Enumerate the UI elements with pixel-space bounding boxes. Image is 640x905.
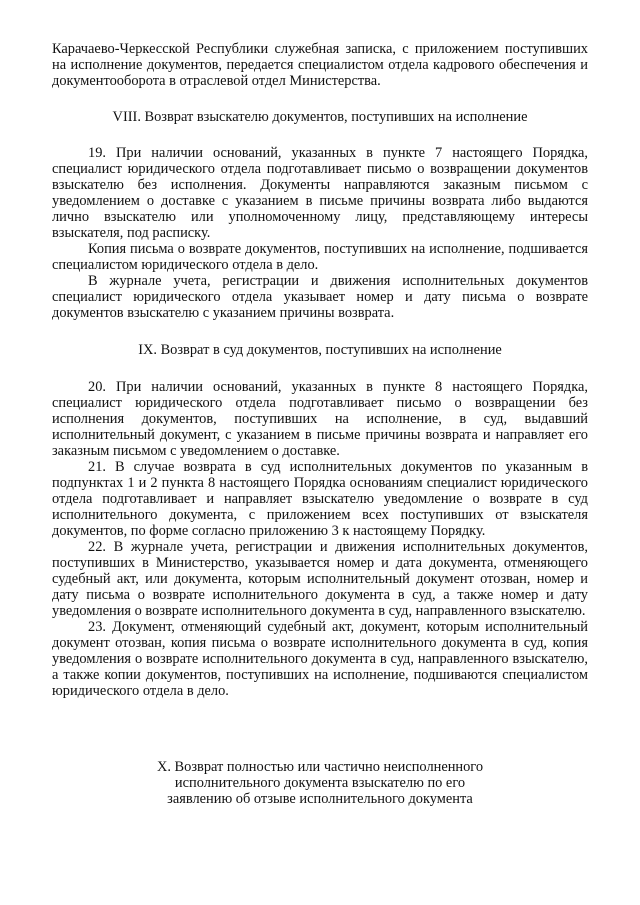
paragraph-22: 22. В журнале учета, регистрации и движения исполнительных документов, поступивших в Министерство, указывается номер и дата документа, отменяющего судебный акт, или документа, которым исполнительный документ отозван, номер и дату письма о возврате исполнительного документа в суд, а также номер и дату уведомления о возврате исполнительного документа в суд, направленного взыскателю. [52, 539, 588, 619]
section-10-heading [52, 759, 588, 807]
paragraph-journal-return: В журнале учета, регистрации и движения исполнительных документов специалист юридического отдела указывает номер и дату письма о возврате документов взыскателю с указанием причины возврата. [52, 273, 588, 321]
section-9-heading: IX. Возврат в суд документов, поступивших на исполнение [138, 342, 502, 358]
section-10-heading-line-3: заявлению об отзыве исполнительного документа [167, 791, 473, 807]
paragraph-copy-letter: Копия письма о возврате документов, поступивших на исполнение, подшивается специалистом юридического отдела в дело. [52, 241, 588, 273]
paragraph-20: 20. При наличии оснований, указанных в пункте 8 настоящего Порядка, специалист юридического отдела подготавливает письмо о возвращении без исполнения документов, поступивших на исполнение, в суд, выдавший исполнительный документ, с указанием в письме причины возврата и направляет его заказным письмом с уведомлением о доставке. [52, 379, 588, 459]
document-page [52, 41, 588, 807]
paragraph-23: 23. Документ, отменяющий судебный акт, документ, которым исполнительный документ отозван, копия письма о возврате исполнительного документа в суд, копия уведомления о возврате исполнительного документа в суд, направленного взыскателю, а также копии документов, поступивших на исполнение, подшиваются специалистом юридического отдела в дело. [52, 619, 588, 699]
paragraph-19: 19. При наличии оснований, указанных в пункте 7 настоящего Порядка, специалист юридического отдела подготавливает письмо о возвращении документов взыскателю без исполнения. Документы направляются заказным письмом с уведомлением о доставке с указанием в письме причины возврата либо выдаются лично взыскателю или уполномоченному лицу, представляющему интересы взыскателя, под расписку. [52, 145, 588, 241]
paragraph-21: 21. В случае возврата в суд исполнительных документов по указанным в подпунктах 1 и 2 пункта 8 настоящего Порядка основаниям специалист юридического отдела подготавливает и направляет взыскателю уведомление о возврате в суд исполнительного документа, с приложением всех поступивших от взыскателя документов, по форме согласно приложению 3 к настоящему Порядку. [52, 459, 588, 539]
section-10-heading-line-1: X. Возврат полностью или частично неисполненного [156, 759, 484, 775]
section-8-heading: VIII. Возврат взыскателю документов, поступивших на исполнение [112, 109, 528, 125]
intro-paragraph: Карачаево-Черкесской Республики служебная записка, с приложением поступивших на исполнение документов, передается специалистом отдела кадрового обеспечения и документооборота в отраслевой отдел Министерства. [52, 41, 588, 89]
section-10-heading-line-2: исполнительного документа взыскателю по его [174, 775, 466, 791]
